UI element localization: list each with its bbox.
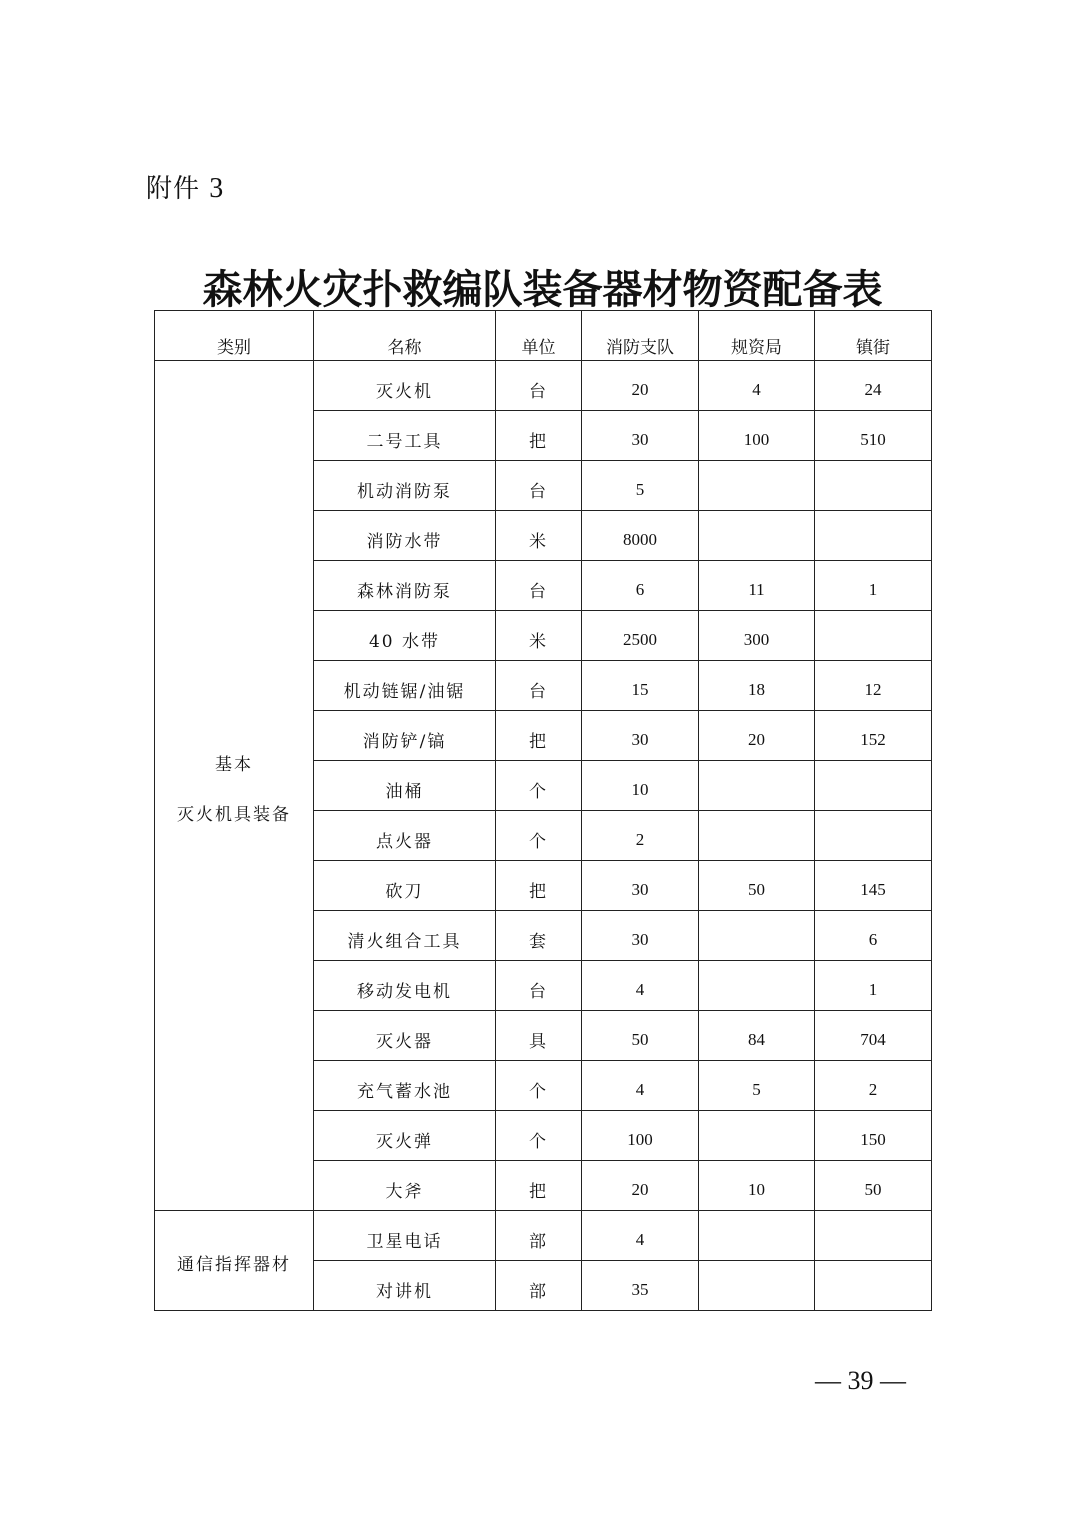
- category-line: 通信指挥器材: [177, 1254, 291, 1275]
- unit-cell: 台: [496, 461, 582, 511]
- town-qty-cell: 2: [815, 1061, 932, 1111]
- town-qty-cell: 1: [815, 961, 932, 1011]
- fire-brigade-qty-cell: 4: [582, 1211, 699, 1261]
- town-qty-cell: [815, 1211, 932, 1261]
- item-name-cell: 油桶: [314, 761, 496, 811]
- item-name-cell: 消防铲/镐: [314, 711, 496, 761]
- town-qty-cell: [815, 761, 932, 811]
- attachment-label: [146, 168, 224, 205]
- planning-bureau-qty-cell: 84: [699, 1011, 815, 1061]
- fire-brigade-qty-cell: 5: [582, 461, 699, 511]
- planning-bureau-qty-cell: 11: [699, 561, 815, 611]
- fire-brigade-qty-cell: 4: [582, 961, 699, 1011]
- unit-cell: 部: [496, 1261, 582, 1311]
- fire-brigade-qty-cell: 30: [582, 711, 699, 761]
- fire-brigade-qty-cell: 35: [582, 1261, 699, 1311]
- item-name-cell: 卫星电话: [314, 1211, 496, 1261]
- planning-bureau-qty-cell: 18: [699, 661, 815, 711]
- town-qty-cell: 704: [815, 1011, 932, 1061]
- page-number: — 39 —: [815, 1366, 906, 1395]
- category-cell: [155, 1211, 314, 1311]
- planning-bureau-qty-cell: [699, 1111, 815, 1161]
- unit-cell: 个: [496, 761, 582, 811]
- table-body: [155, 361, 932, 1311]
- fire-brigade-qty-cell: 2: [582, 811, 699, 861]
- unit-cell: 把: [496, 1161, 582, 1211]
- category-line: 基本: [215, 754, 253, 775]
- unit-cell: 把: [496, 711, 582, 761]
- town-qty-cell: [815, 461, 932, 511]
- unit-cell: 台: [496, 961, 582, 1011]
- unit-cell: 米: [496, 611, 582, 661]
- unit-cell: 把: [496, 411, 582, 461]
- unit-cell: 个: [496, 1061, 582, 1111]
- unit-cell: 台: [496, 661, 582, 711]
- town-qty-cell: 510: [815, 411, 932, 461]
- town-qty-cell: 145: [815, 861, 932, 911]
- town-qty-cell: 6: [815, 911, 932, 961]
- item-name-cell: 机动链锯/油锯: [314, 661, 496, 711]
- fire-brigade-qty-cell: 20: [582, 1161, 699, 1211]
- town-qty-cell: [815, 811, 932, 861]
- planning-bureau-qty-cell: [699, 1211, 815, 1261]
- fire-brigade-qty-cell: 30: [582, 411, 699, 461]
- item-name-cell: 40 水带: [314, 611, 496, 661]
- item-name-cell: 森林消防泵: [314, 561, 496, 611]
- equipment-table: [154, 310, 932, 1311]
- town-qty-cell: [815, 511, 932, 561]
- attachment-text: 附件: [146, 174, 201, 204]
- table-row: [155, 1211, 932, 1261]
- item-name-cell: 二号工具: [314, 411, 496, 461]
- header-town: 镇街: [815, 311, 932, 361]
- fire-brigade-qty-cell: 8000: [582, 511, 699, 561]
- header-fire-brigade: 消防支队: [582, 311, 699, 361]
- page-title: 森林火灾扑救编队装备器材物资配备表: [202, 266, 883, 313]
- unit-cell: 个: [496, 1111, 582, 1161]
- town-qty-cell: 1: [815, 561, 932, 611]
- item-name-cell: 机动消防泵: [314, 461, 496, 511]
- planning-bureau-qty-cell: [699, 811, 815, 861]
- fire-brigade-qty-cell: 30: [582, 861, 699, 911]
- unit-cell: 台: [496, 561, 582, 611]
- fire-brigade-qty-cell: 15: [582, 661, 699, 711]
- fire-brigade-qty-cell: 50: [582, 1011, 699, 1061]
- table-row: [155, 361, 932, 411]
- town-qty-cell: 150: [815, 1111, 932, 1161]
- town-qty-cell: 24: [815, 361, 932, 411]
- planning-bureau-qty-cell: [699, 1261, 815, 1311]
- item-name-cell: 大斧: [314, 1161, 496, 1211]
- fire-brigade-qty-cell: 30: [582, 911, 699, 961]
- planning-bureau-qty-cell: 20: [699, 711, 815, 761]
- planning-bureau-qty-cell: 10: [699, 1161, 815, 1211]
- town-qty-cell: [815, 611, 932, 661]
- item-name-cell: 消防水带: [314, 511, 496, 561]
- item-name-cell: 点火器: [314, 811, 496, 861]
- planning-bureau-qty-cell: 300: [699, 611, 815, 661]
- town-qty-cell: 152: [815, 711, 932, 761]
- planning-bureau-qty-cell: 4: [699, 361, 815, 411]
- item-name-cell: 灭火器: [314, 1011, 496, 1061]
- unit-cell: 套: [496, 911, 582, 961]
- fire-brigade-qty-cell: 6: [582, 561, 699, 611]
- fire-brigade-qty-cell: 2500: [582, 611, 699, 661]
- planning-bureau-qty-cell: [699, 461, 815, 511]
- fire-brigade-qty-cell: 4: [582, 1061, 699, 1111]
- category-cell: [155, 361, 314, 1211]
- unit-cell: 台: [496, 361, 582, 411]
- planning-bureau-qty-cell: 50: [699, 861, 815, 911]
- item-name-cell: 灭火弹: [314, 1111, 496, 1161]
- planning-bureau-qty-cell: [699, 761, 815, 811]
- item-name-cell: 清火组合工具: [314, 911, 496, 961]
- item-name-cell: 对讲机: [314, 1261, 496, 1311]
- fire-brigade-qty-cell: 20: [582, 361, 699, 411]
- planning-bureau-qty-cell: [699, 911, 815, 961]
- unit-cell: 具: [496, 1011, 582, 1061]
- header-unit: 单位: [496, 311, 582, 361]
- planning-bureau-qty-cell: [699, 961, 815, 1011]
- unit-cell: 部: [496, 1211, 582, 1261]
- item-name-cell: 充气蓄水池: [314, 1061, 496, 1111]
- unit-cell: 个: [496, 811, 582, 861]
- header-name: 名称: [314, 311, 496, 361]
- town-qty-cell: 50: [815, 1161, 932, 1211]
- town-qty-cell: [815, 1261, 932, 1311]
- unit-cell: 把: [496, 861, 582, 911]
- planning-bureau-qty-cell: 5: [699, 1061, 815, 1111]
- item-name-cell: 移动发电机: [314, 961, 496, 1011]
- category-line: 灭火机具装备: [177, 804, 291, 825]
- header-category: 类别: [155, 311, 314, 361]
- attachment-number: 3: [209, 173, 225, 204]
- planning-bureau-qty-cell: 100: [699, 411, 815, 461]
- fire-brigade-qty-cell: 10: [582, 761, 699, 811]
- unit-cell: 米: [496, 511, 582, 561]
- item-name-cell: 灭火机: [314, 361, 496, 411]
- planning-bureau-qty-cell: [699, 511, 815, 561]
- header-planning-bureau: 规资局: [699, 311, 815, 361]
- table-header-row: [155, 311, 932, 361]
- fire-brigade-qty-cell: 100: [582, 1111, 699, 1161]
- town-qty-cell: 12: [815, 661, 932, 711]
- item-name-cell: 砍刀: [314, 861, 496, 911]
